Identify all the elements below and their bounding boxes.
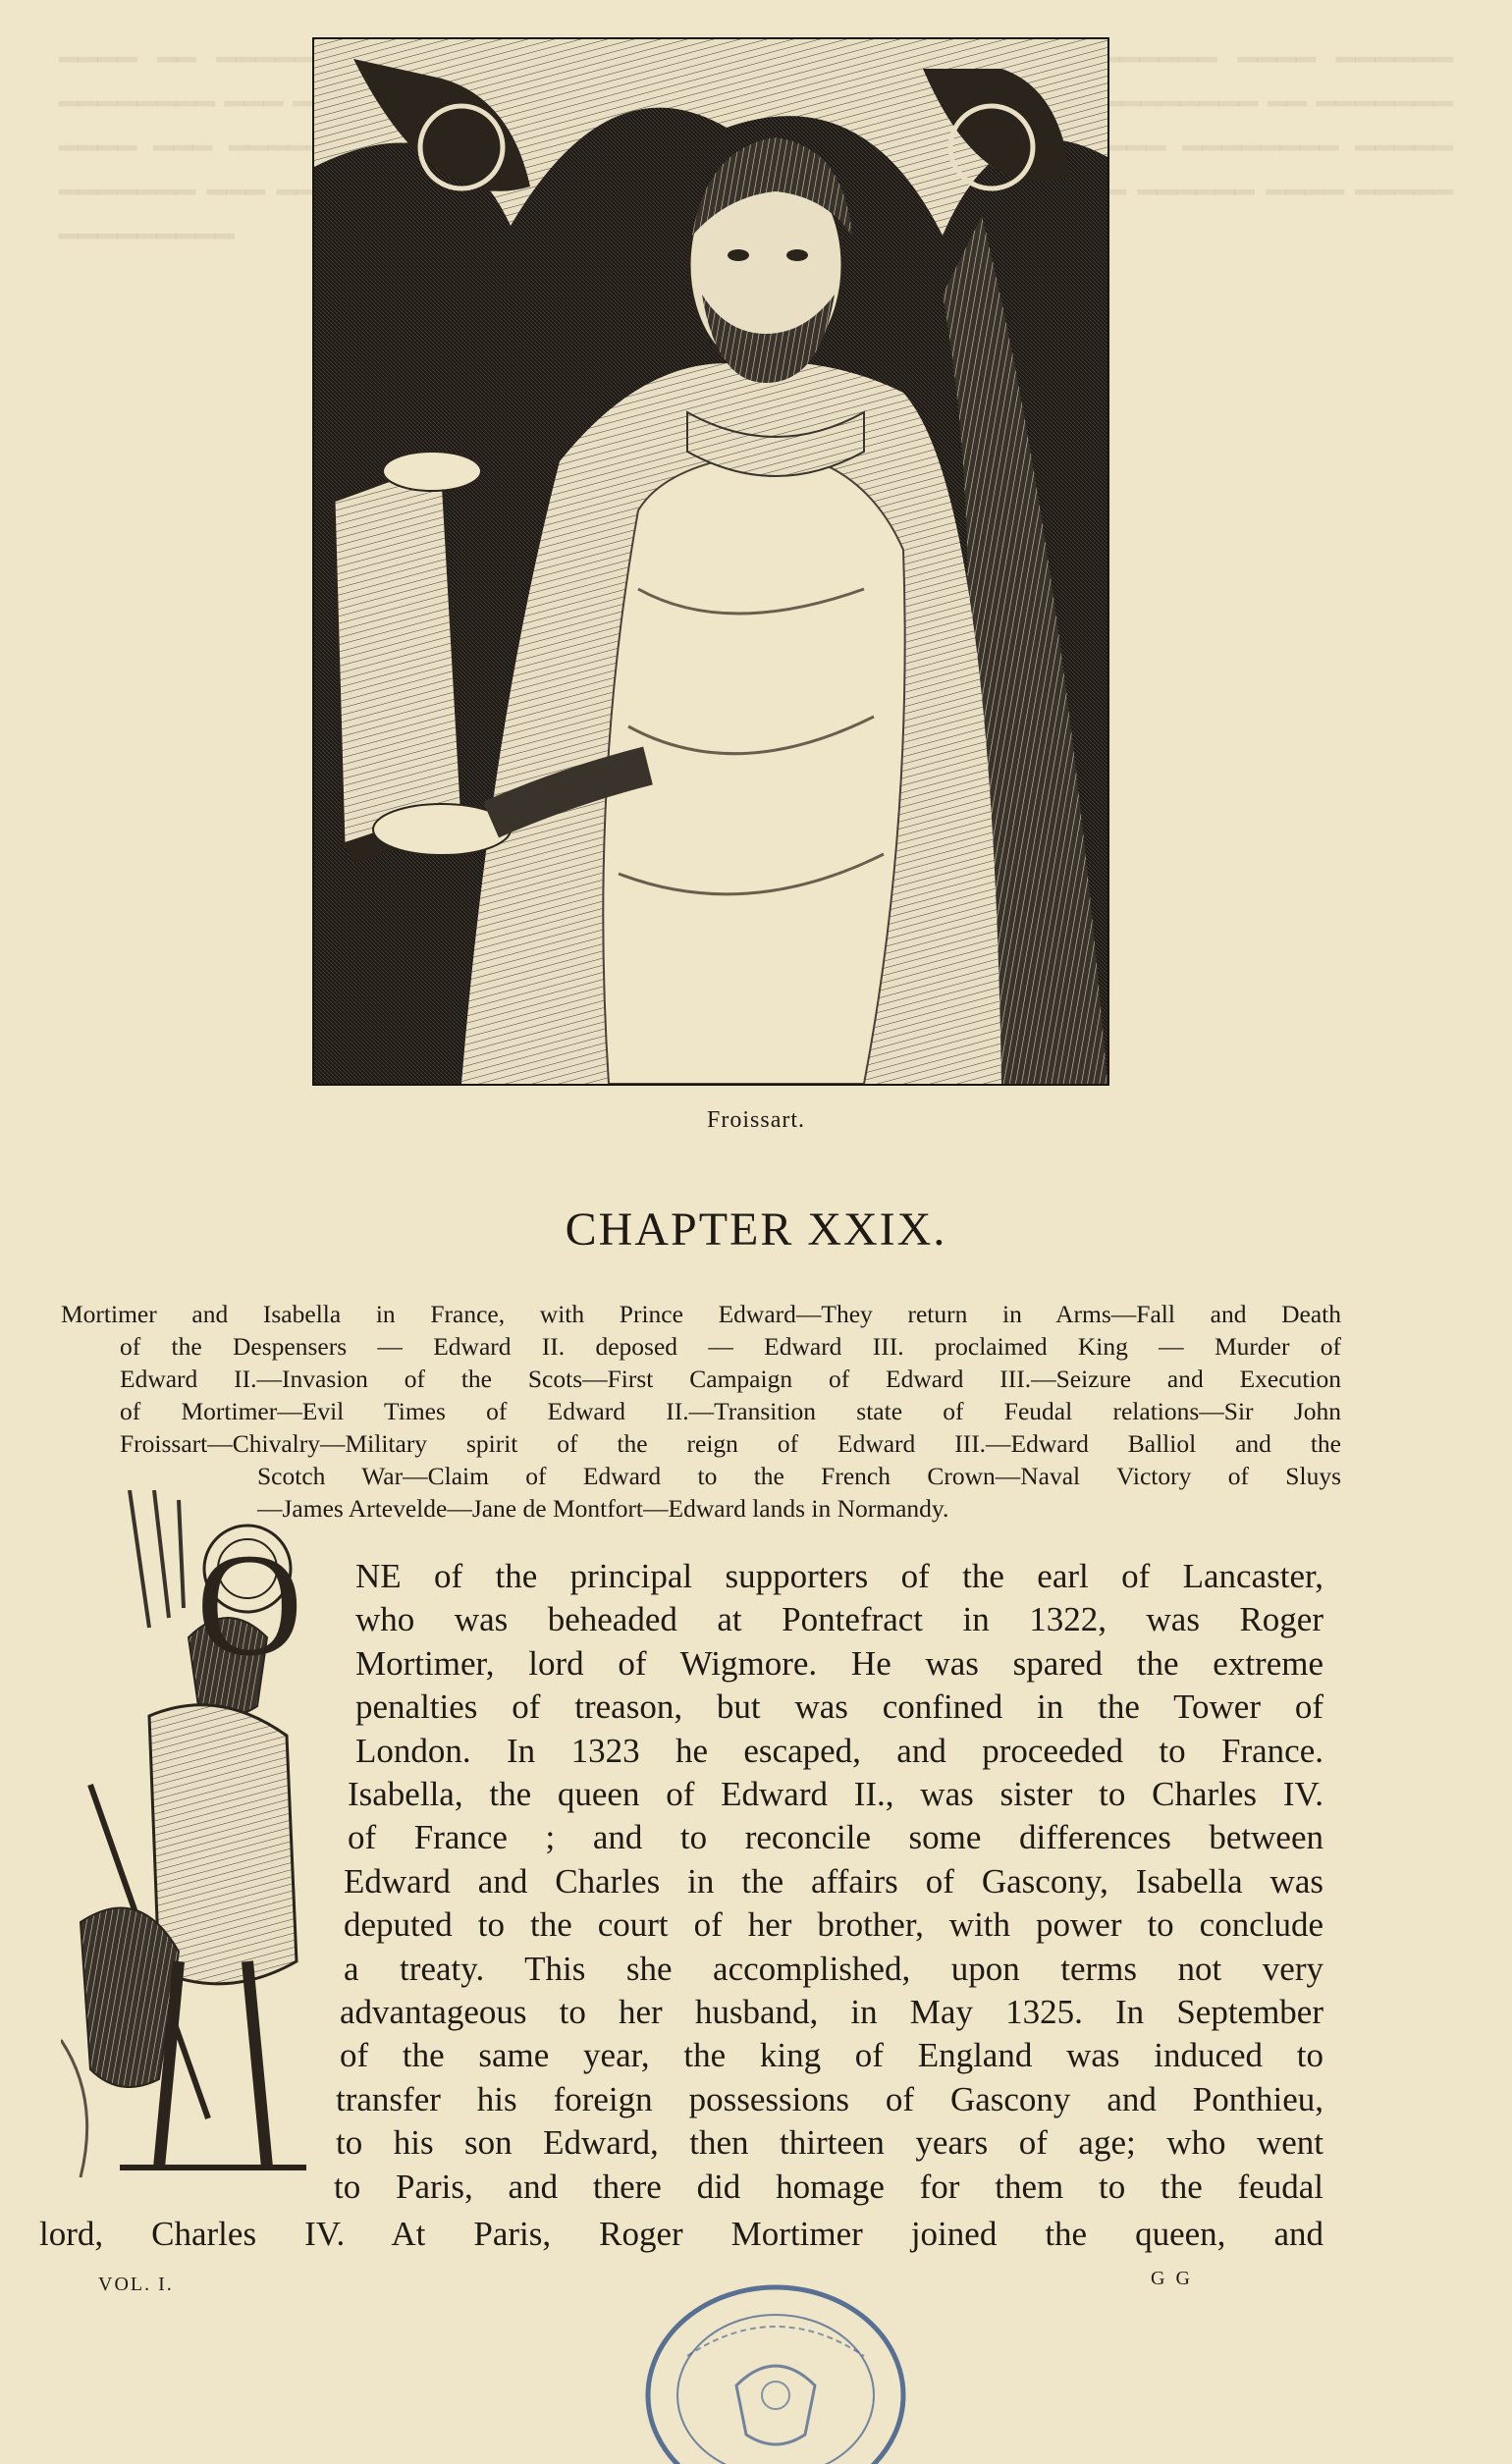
body-line: of the same year, the king of England was induced to [340,2036,1323,2075]
stamp-seal [628,2268,923,2464]
froissart-portrait [312,37,1109,1086]
summary-line: Edward II.—Invasion of the Scots—First Campaign of Edward III.—Seizure and Execution [120,1365,1341,1393]
body-line: NE of the principal supporters of the earl of Lancaster, [355,1557,1323,1595]
chapter-title: CHAPTER XXIX. [565,1204,947,1256]
library-stamp [628,2268,923,2464]
body-line: penalties of treason, but was confined in the Tower of [355,1687,1323,1727]
portrait-engraving [314,39,1107,1084]
body-line: advantageous to her husband, in May 1325. In September [340,1993,1323,2032]
body-line: a treaty. This she accomplished, upon terms not very [344,1949,1323,1988]
body-line: to Paris, and there did homage for them to the feudal [334,2167,1323,2206]
body-line: transfer his foreign possessions of Gascony and Ponthieu, [336,2079,1323,2118]
summary-line: Froissart—Chivalry—Military spirit of the reign of Edward III.—Edward Balliol and the [120,1429,1341,1458]
body-line: deputed to the court of her brother, with power to conclude [344,1905,1323,1945]
body-line: to his son Edward, then thirteen years of age; who went [336,2123,1323,2163]
summary-line: Scotch War—Claim of Edward to the French Crown—Naval Victory of Sluys [257,1462,1341,1490]
body-line: London. In 1323 he escaped, and proceeded to France. [355,1731,1323,1770]
bleed-through-text: ━━━━ ━━ ━━━━━━ ━━━━━━━━ ━━━━ ━━━━━━ ━━━━━━━━ ━━━ ━━━━━━━━ ━━ ━━━━━━━ ━━━━ ━━━ ━━━━━━ ━━━━ ━━━━━━━━ ━━━━━ ━━━━━━━ ━━━ ━━━━━━ ━━━━ ━━━━━ ━━━━━━━━━ [59,43,1453,255]
volume-marker: VOL. I. [98,2274,174,2295]
body-line: who was beheaded at Pontefract in 1322, was Roger [355,1600,1323,1639]
body-line: Edward and Charles in the affairs of Gascony, Isabella was [344,1861,1323,1901]
drop-initial: O [196,1524,303,1687]
body-text [334,1555,1323,2209]
body-line: of France ; and to reconcile some differences between [348,1818,1323,1857]
summary-line: —James Artevelde—Jane de Montfort—Edward lands in Normandy. [257,1494,949,1523]
summary-line: of Mortimer—Evil Times of Edward II.—Transition state of Feudal relations—Sir John [120,1397,1341,1425]
summary-line: Mortimer and Isabella in France, with Prince Edward—They return in Arms—Fall and Death [61,1300,1341,1328]
signature-mark: G G [1151,2268,1193,2289]
body-line: Isabella, the queen of Edward II., was sister to Charles IV. [348,1775,1323,1814]
body-line-full-width: lord, Charles IV. At Paris, Roger Mortimer joined the queen, and [39,2215,1323,2253]
summary-line: of the Despensers — Edward II. deposed — Edward III. proclaimed King — Murder of [120,1332,1341,1361]
body-line: Mortimer, lord of Wigmore. He was spared the extreme [355,1643,1323,1683]
portrait-caption: Froissart. [707,1107,805,1133]
